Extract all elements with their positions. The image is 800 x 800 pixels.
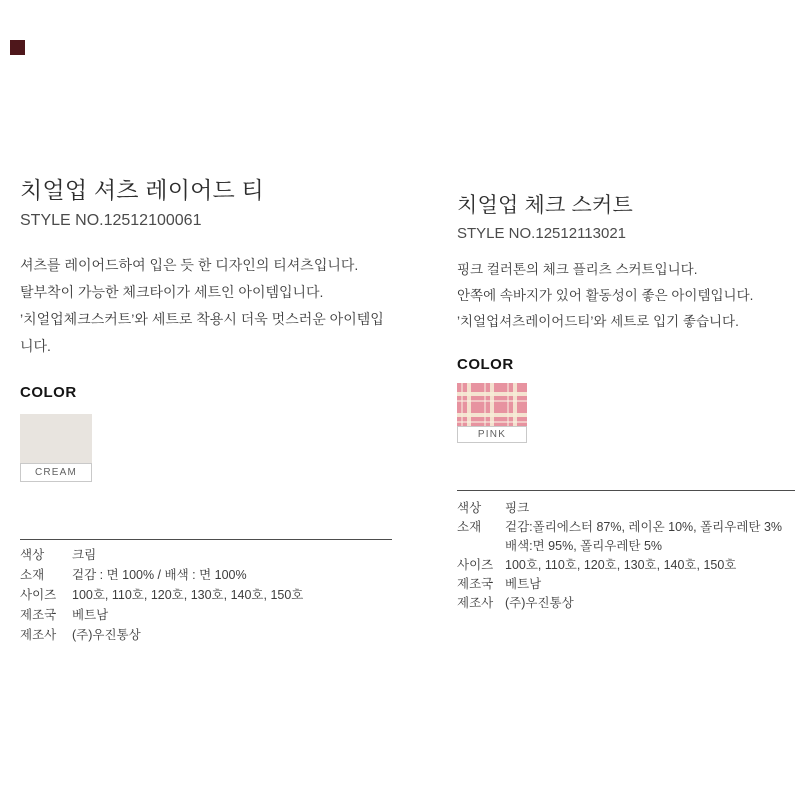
product-card-check-skirt [457,193,797,613]
spec-label: 소재 [457,520,482,534]
spec-value: (주)우진통상 [72,628,141,642]
product-title: 치얼업 셔츠 레이어드 티 [20,177,264,203]
description-line: ’치얼업셔츠레이어드티’와 세트로 입기 좋습니다. [457,314,739,329]
spec-label: 제조국 [20,608,57,622]
spec-row-material [457,518,797,556]
swatch-color-name: CREAM [20,463,92,482]
spec-table [20,545,392,645]
spec-label: 제조사 [457,596,494,610]
description-line: 안쪽에 속바지가 있어 활동성이 좋은 아이템입니다. [457,288,754,303]
product-description [20,252,392,360]
color-section-heading: COLOR [20,384,77,401]
spec-row-country [457,575,797,594]
spec-label: 사이즈 [20,588,57,602]
spec-row-manufacturer [457,594,797,613]
description-line: ’치얼업체크스커트’와 세트로 착용시 더욱 멋스러운 아이템입니다. [20,311,384,354]
spec-value: 크림 [72,548,97,562]
description-line: 탈부착이 가능한 체크타이가 세트인 아이템입니다. [20,284,324,300]
swatch-color-name: PINK [457,426,527,443]
spec-value-line: 겉감:폴리에스터 87%, 레이온 10%, 폴리우레탄 3% [505,520,783,534]
spec-row-size [457,556,797,575]
swatch-color-area [20,414,92,463]
spec-label: 제조사 [20,628,57,642]
spec-table [457,499,797,613]
spec-row-size [20,585,392,605]
product-title: 치얼업 체크 스커트 [457,194,633,217]
brand-logo-mark [10,40,25,55]
spec-value-line: 배색:면 95%, 폴리우레탄 5% [505,539,663,553]
spec-value: (주)우진통상 [505,596,574,610]
spec-row-color [457,499,797,518]
spec-value: 베트남 [72,608,109,622]
color-swatch-cream [20,414,92,482]
color-section-heading: COLOR [457,356,514,373]
spec-label: 소재 [20,568,45,582]
spec-label: 색상 [457,501,482,515]
spec-row-color [20,545,392,565]
spec-value: 겉감 : 면 100% / 배색 : 면 100% [72,568,247,582]
spec-value: 100호, 110호, 120호, 130호, 140호, 150호 [72,588,304,602]
spec-table-divider [20,539,392,540]
color-swatch-pink [457,383,527,443]
spec-label: 색상 [20,548,45,562]
spec-value: 100호, 110호, 120호, 130호, 140호, 150호 [505,558,737,572]
spec-label: 사이즈 [457,558,494,572]
description-line: 핑크 컬러톤의 체크 플리츠 스커트입니다. [457,262,698,277]
spec-value: 베트남 [505,577,542,591]
spec-row-country [20,605,392,625]
spec-value: 핑크 [505,501,530,515]
style-number: STYLE NO.12512100061 [20,212,202,229]
description-line: 셔츠를 레이어드하여 입은 듯 한 디자인의 티셔츠입니다. [20,257,359,273]
product-card-shirt-tee [20,176,392,645]
spec-table-divider [457,490,795,491]
product-description [457,257,797,335]
spec-label: 제조국 [457,577,494,591]
style-number: STYLE NO.12512113021 [457,225,627,242]
spec-value [505,518,797,556]
spec-row-material [20,565,392,585]
spec-row-manufacturer [20,625,392,645]
swatch-color-area [457,383,527,426]
